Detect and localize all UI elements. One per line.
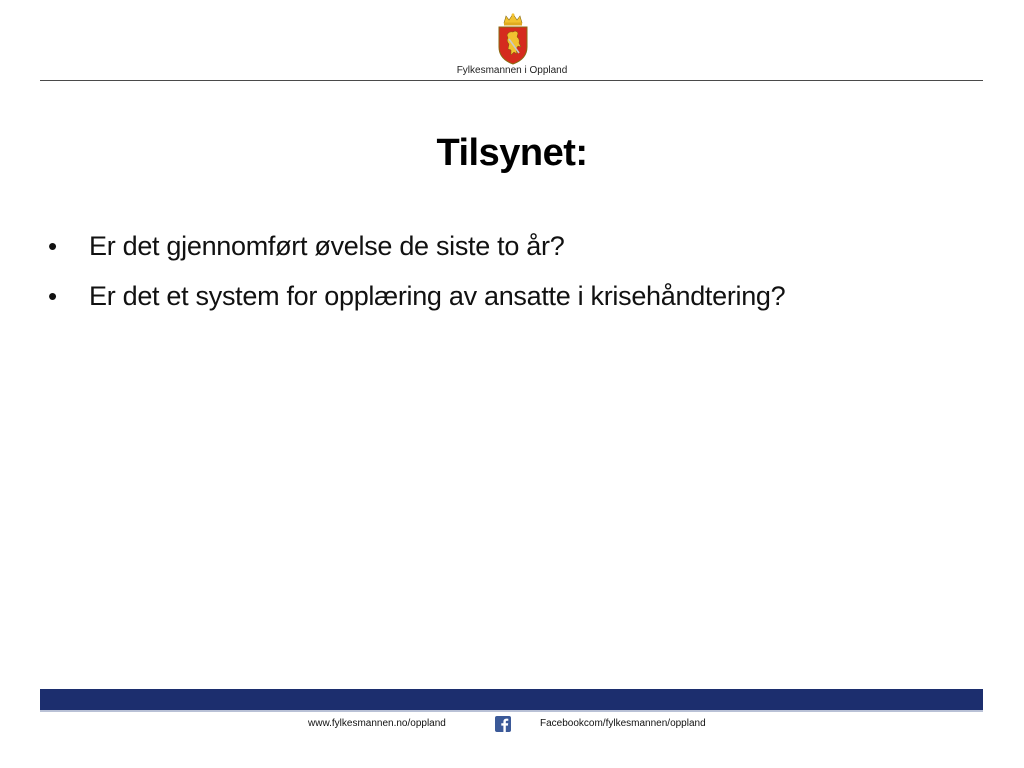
bullet-text: Er det et system for opplæring av ansatte i krisehåndtering? bbox=[89, 281, 786, 311]
list-item bbox=[48, 227, 988, 277]
organization-name: Fylkesmannen i Oppland bbox=[456, 65, 568, 76]
header-divider bbox=[40, 80, 983, 81]
bullet-icon: • bbox=[48, 281, 57, 311]
bullet-list bbox=[48, 227, 988, 327]
footer-band bbox=[40, 689, 983, 710]
facebook-icon[interactable] bbox=[495, 716, 511, 732]
footer-facebook-link[interactable]: Facebookcom/fylkesmannen/oppland bbox=[540, 718, 706, 729]
footer-website-link[interactable]: www.fylkesmannen.no/oppland bbox=[308, 718, 446, 729]
bullet-icon: • bbox=[48, 231, 57, 261]
bullet-text: Er det gjennomført øvelse de siste to år? bbox=[89, 231, 565, 261]
list-item bbox=[48, 277, 988, 327]
coat-of-arms-icon bbox=[496, 13, 530, 65]
footer-band-underline bbox=[40, 710, 983, 712]
slide-title: Tilsynet: bbox=[436, 132, 588, 174]
